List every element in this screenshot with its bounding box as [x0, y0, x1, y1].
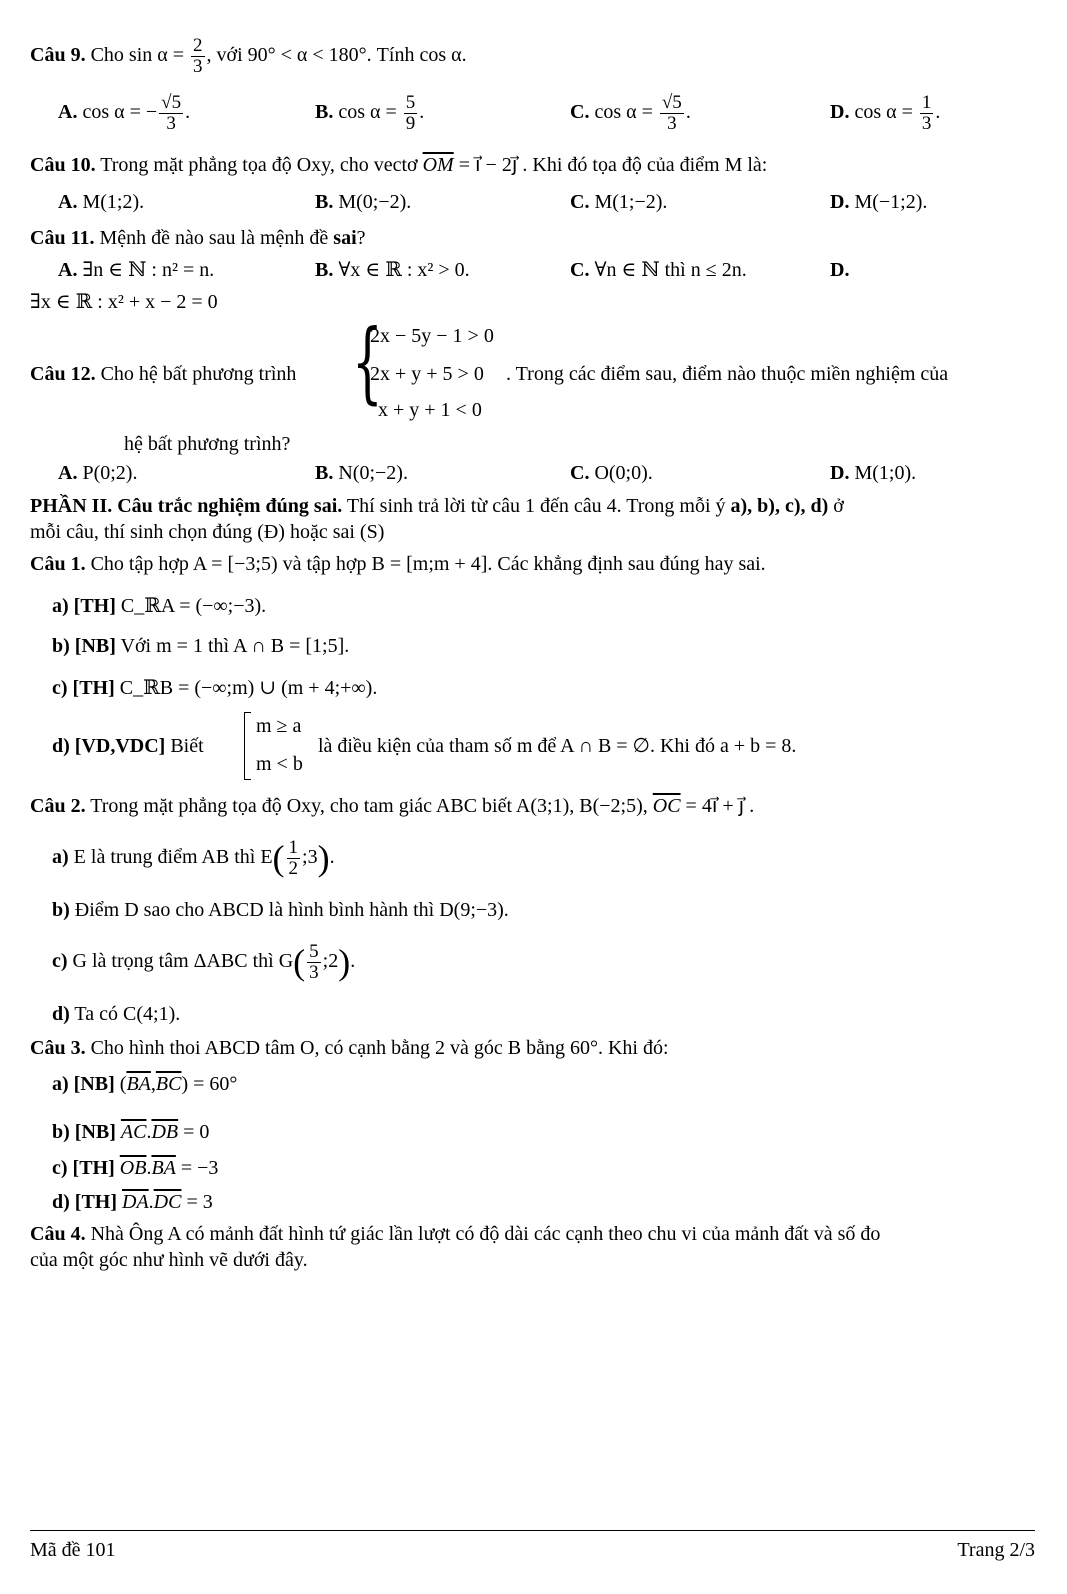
q10-option-d: D. M(−1;2).	[830, 191, 928, 213]
footer-page-number: Trang 2/3	[957, 1539, 1035, 1561]
q9-fraction: $\frac{2}{3}$	[193, 35, 203, 77]
q9-option-b: B. cos α = $\frac{5}{9}$ .	[315, 92, 425, 134]
q12-eq2: 2x + y + 5 > 0	[370, 363, 484, 385]
p2q1-d-rest: là điều kiện của tham số m để A ∩ B = ∅. Khi đó a + b = 8.	[318, 735, 797, 757]
p2q1-item-a: a) [TH] C_ℝA = (−∞;−3).	[52, 595, 267, 617]
q9-stem: Câu 9. Cho sin α = $\frac{2}{3}$ , với 90° < α < 180°. Tính cos α.	[30, 35, 467, 77]
p2q1-d-top: m ≥ a	[256, 715, 302, 737]
q9-option-c: C. cos α = $\frac{√5}{3}$ .	[570, 92, 691, 134]
q11-option-d: ∃x ∈ ℝ : x² + x − 2 = 0	[30, 291, 218, 313]
q11-option-c: C. ∀n ∈ ℕ thì n ≤ 2n.	[570, 259, 747, 281]
p2q1-item-c: c) [TH] C_ℝB = (−∞;m) ∪ (m + 4;+∞).	[52, 677, 378, 699]
p2q2-stem: Câu 2. Trong mặt phẳng tọa độ Oxy, cho tam giác ABC biết A(3;1), B(−2;5), $\overline{OC}$ = 4i⃗ + j⃗ .	[30, 795, 755, 817]
q10-option-b: B. M(0;−2).	[315, 191, 412, 213]
p2q2-item-b: b) Điểm D sao cho ABCD là hình bình hành thì D(9;−3).	[52, 899, 509, 921]
q12-stem-cont: . Trong các điểm sau, điểm nào thuộc miền nghiệm của	[506, 363, 949, 385]
p2q3-item-a: a) [NB] $(\overline{BA},\overline{BC}) = 60^\circ$	[52, 1073, 238, 1095]
q12-option-c: C. O(0;0).	[570, 462, 653, 484]
q11-option-b: B. ∀x ∈ ℝ : x² > 0.	[315, 259, 470, 281]
p2q1-item-d: d) [VD,VDC] Biết	[52, 735, 204, 757]
q12-eq3: x + y + 1 < 0	[378, 399, 482, 421]
p2q3-stem: Câu 3. Cho hình thoi ABCD tâm O, có cạnh bằng 2 và góc B bằng 60°. Khi đó:	[30, 1037, 669, 1059]
q12-option-a: A. P(0;2).	[58, 462, 138, 484]
q10-option-a: A. M(1;2).	[58, 191, 145, 213]
part2-heading-cont: mỗi câu, thí sinh chọn đúng (Đ) hoặc sai (S)	[30, 521, 385, 543]
q12-option-d: D. M(1;0).	[830, 462, 917, 484]
p2q1-d-bottom: m < b	[256, 753, 303, 775]
q12-stem-end: hệ bất phương trình?	[124, 433, 291, 455]
p2q1-item-b: b) [NB] Với m = 1 thì A ∩ B = [1;5].	[52, 635, 350, 657]
q10-stem: Câu 10. Trong mặt phẳng tọa độ Oxy, cho vectơ $\overline{OM}$ = i⃗ − 2j⃗ . Khi đó tọa độ của điểm M là:	[30, 154, 768, 176]
q11-stem: Câu 11. Mệnh đề nào sau là mệnh đề sai?	[30, 227, 366, 249]
q10-option-c: C. M(1;−2).	[570, 191, 668, 213]
part2-heading: PHẦN II. Câu trắc nghiệm đúng sai. Thí sinh trả lời từ câu 1 đến câu 4. Trong mỗi ý a), b), c), d) ở	[30, 495, 844, 517]
footer-exam-code: Mã đề 101	[30, 1539, 116, 1561]
q9-option-d: D. cos α = $\frac{1}{3}$ .	[830, 92, 941, 134]
footer-rule	[30, 1530, 1035, 1531]
p2q2-item-d: d) Ta có C(4;1).	[52, 1003, 181, 1025]
q11-option-a: A. ∃n ∈ ℕ : n² = n.	[58, 259, 215, 281]
p2q1-stem: Câu 1. Cho tập hợp A = [−3;5) và tập hợp B = [m;m + 4]. Các khẳng định sau đúng hay sai.	[30, 553, 766, 575]
q12-eq1: 2x − 5y − 1 > 0	[370, 325, 494, 347]
q12-system-brace: {	[352, 310, 383, 413]
q9-label: Câu 9.	[30, 44, 86, 67]
p2q1-d-bracket	[244, 712, 251, 780]
q11-option-d-label: D.	[830, 259, 850, 281]
p2q3-item-c: c) [TH] $\overline{OB}.\overline{BA} = -3$	[52, 1157, 219, 1179]
p2q2-item-c: c) G là trọng tâm ΔABC thì G( $\frac{5}{3}$ ;2).	[52, 941, 356, 983]
p2q2-item-a: a) E là trung điểm AB thì E( $\frac{1}{2}$ ;3).	[52, 837, 335, 879]
q12-option-b: B. N(0;−2).	[315, 462, 408, 484]
q12-stem: Câu 12. Cho hệ bất phương trình	[30, 363, 297, 385]
p2q4-stem-cont: của một góc như hình vẽ dưới đây.	[30, 1249, 308, 1271]
p2q4-stem: Câu 4. Nhà Ông A có mảnh đất hình tứ giác lần lượt có độ dài các cạnh theo chu vi của mảnh đất và số đo	[30, 1223, 881, 1245]
p2q3-item-b: b) [NB] $\overline{AC}.\overline{DB} = 0$	[52, 1121, 210, 1143]
p2q3-item-d: d) [TH] $\overline{DA}.\overline{DC} = 3$	[52, 1191, 213, 1213]
q9-option-a: A. cos α = − $\frac{√5}{3}$ .	[58, 92, 191, 134]
